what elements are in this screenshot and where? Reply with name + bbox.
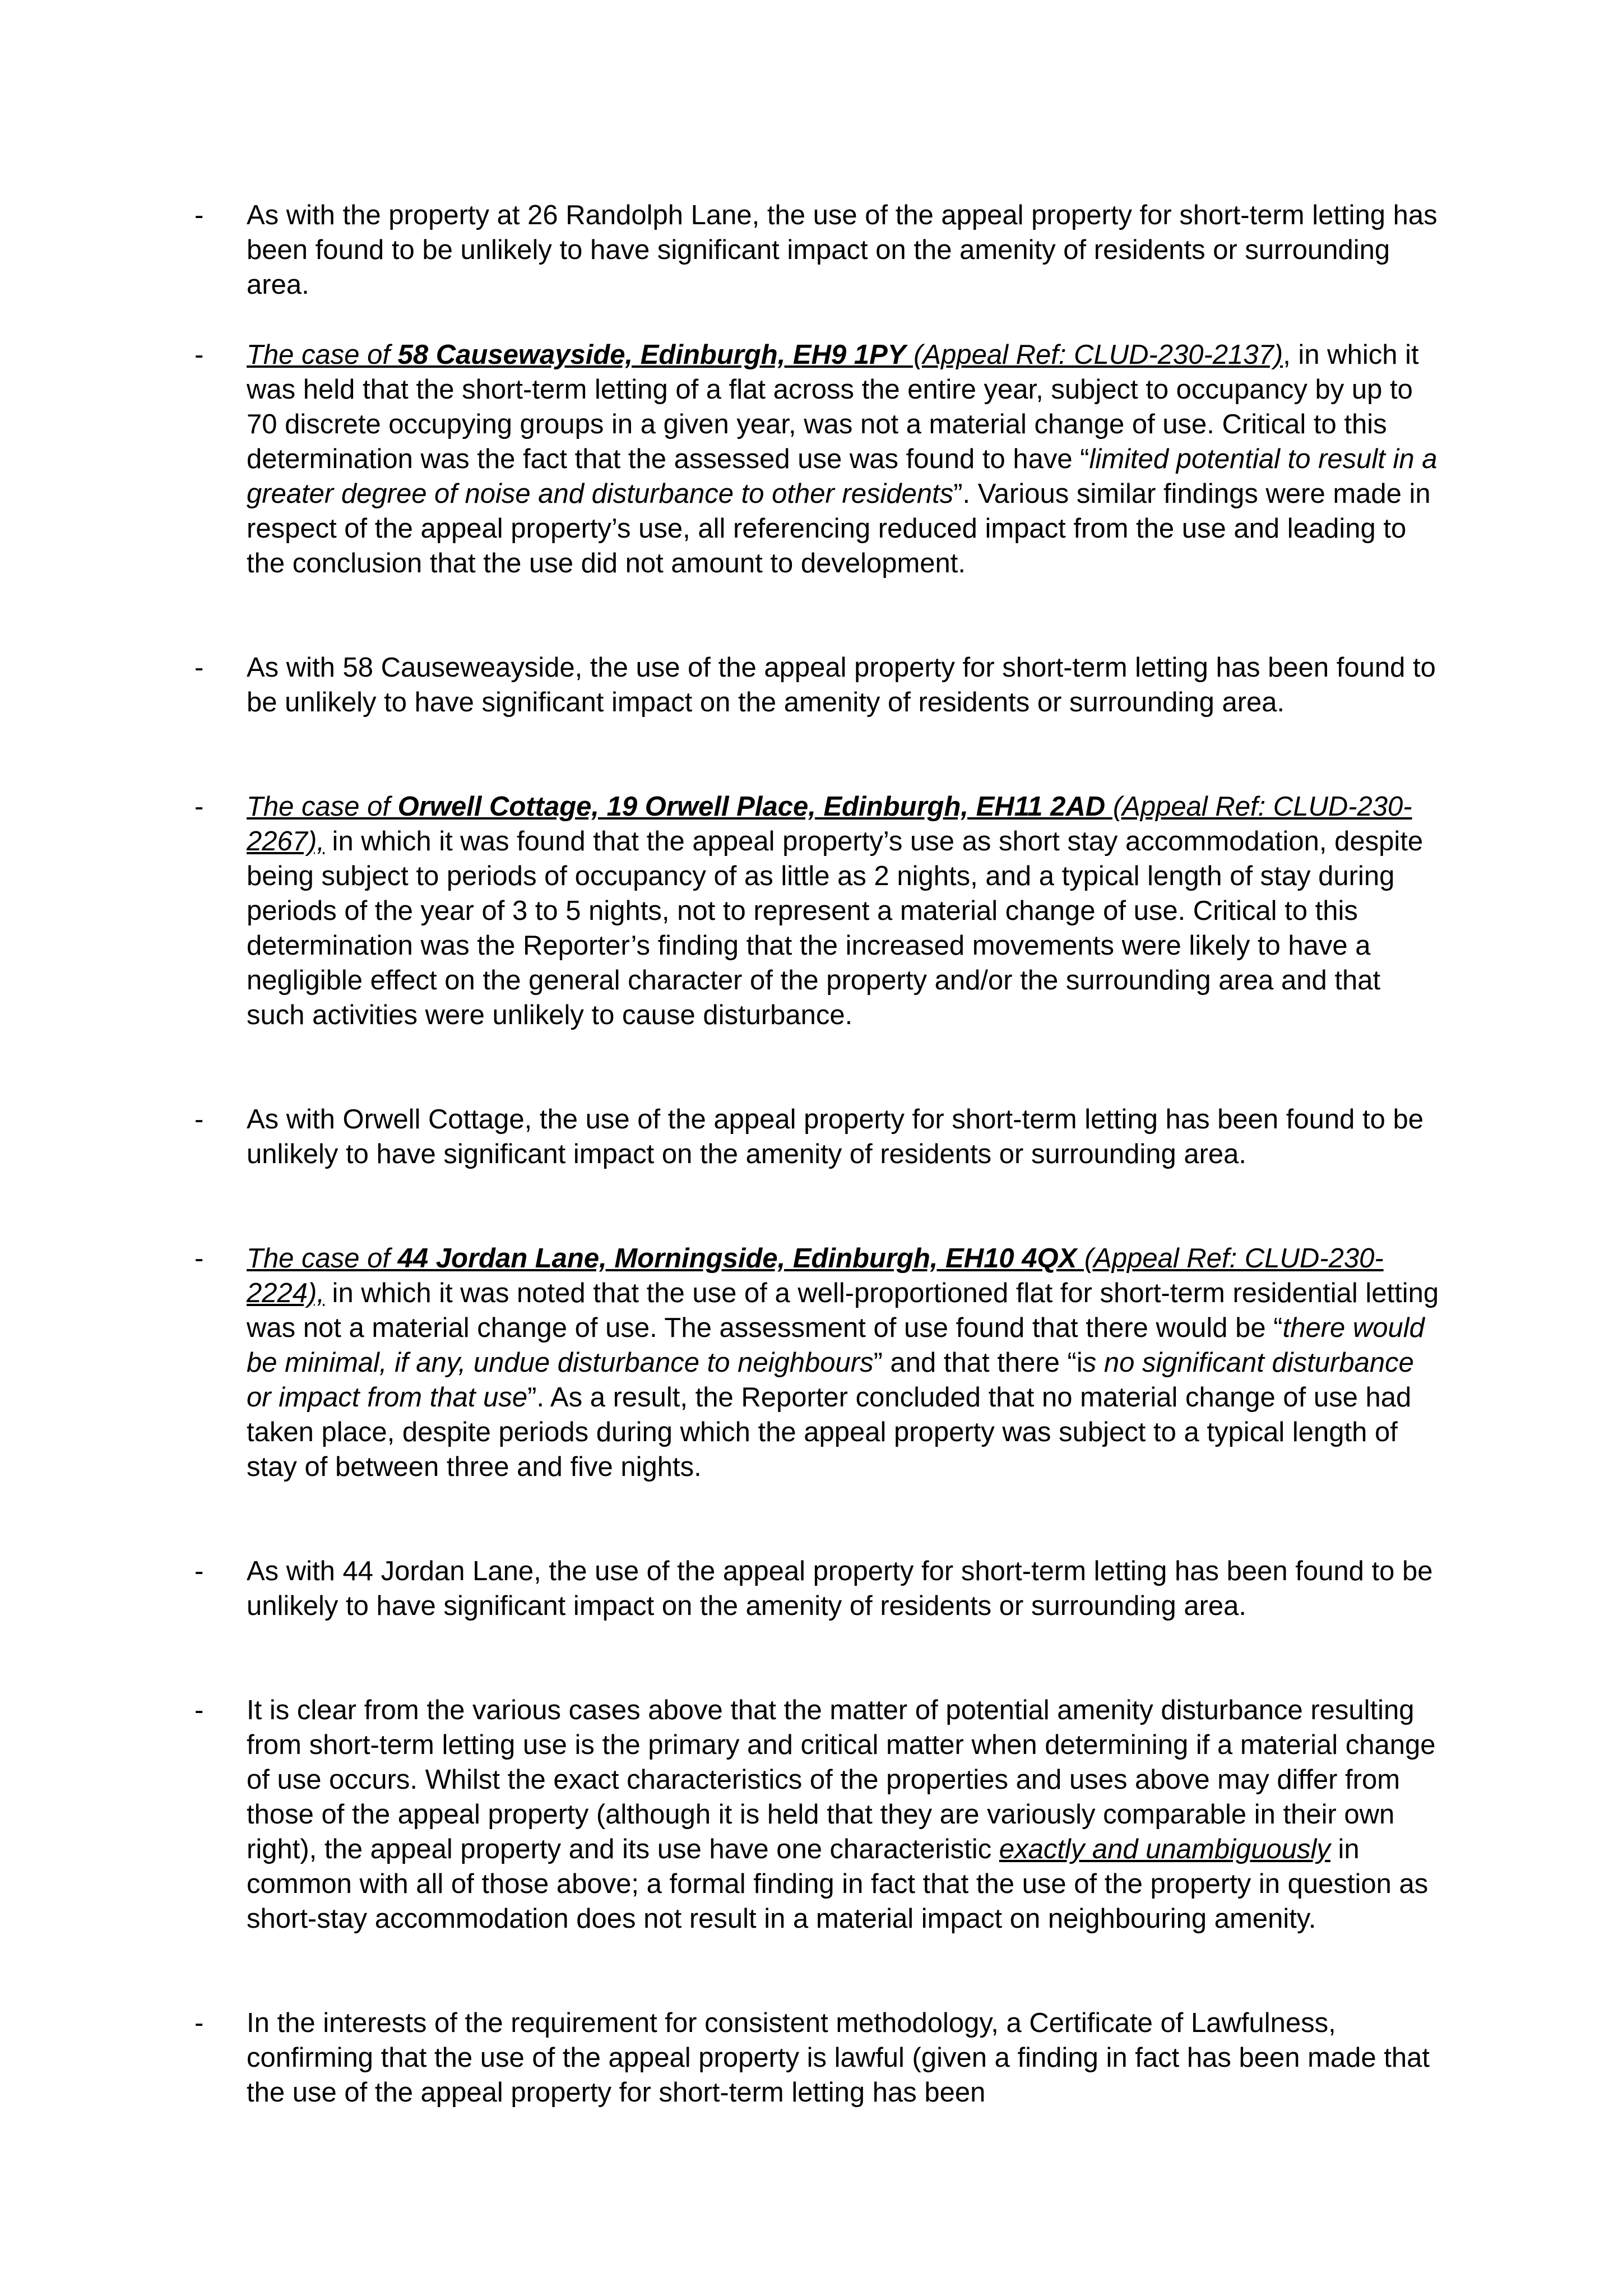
appeal-reference: (Appeal Ref: CLUD-230-2267), [247, 791, 1412, 857]
appeal-reference: (Appeal Ref: CLUD-230-2224), [247, 1243, 1384, 1308]
paragraph: The case of 44 Jordan Lane, Morningside, Edinburgh, EH10 4QX (Appeal Ref: CLUD-230-2224), in which it was noted that the use of a well-proportioned flat for short-term residential letting was not a material change of use. The assessment of use found that there would be “there would be minimal, if any, undue disturbance to neighbours” and that there “is no significant disturbance or impact from that use”. As a result, the Reporter concluded that no material change of use had taken place, despite periods during which the appeal property was subject to a typical length of stay of between three and five nights. [247, 1243, 1439, 1482]
paragraph: The case of Orwell Cottage, 19 Orwell Place, Edinburgh, EH11 2AD (Appeal Ref: CLUD-230-2267), in which it was found that the appeal property’s use as short stay accommodation, despite being subject to periods of occupancy of as little as 2 nights, and a typical length of stay during periods of the year of 3 to 5 nights, not to represent a material change of use. Critical to this determination was the Reporter’s finding that the increased movements were likely to have a negligible effect on the general character of the property and/or the surrounding area and that such activities were unlikely to cause disturbance. [247, 791, 1423, 1030]
paragraph: As with Orwell Cottage, the use of the appeal property for short-term letting has been found to be unlikely to have significant impact on the amenity of residents or surrounding area. [247, 1104, 1424, 1169]
case-prefix: The case of [247, 791, 398, 822]
paragraph: As with 58 Causeweayside, the use of the appeal property for short-term letting has been found to be unlikely to have significant impact on the amenity of residents or surrounding area. [247, 652, 1436, 718]
paragraph: As with the property at 26 Randolph Lane, the use of the appeal property for short-term letting has been found to be unlikely to have significant impact on the amenity of residents or surrounding area. [247, 200, 1437, 300]
list-bullet: - [194, 340, 204, 370]
paragraph: In the interests of the requirement for consistent methodology, a Certificate of Lawfulness, confirming that the use of the appeal property is lawful (given a finding in fact has been made that the use of the appeal property for short-term letting has been [247, 2008, 1430, 2108]
quotation: there would be minimal, if any, undue disturbance to neighbours [247, 1313, 1425, 1378]
case-address: Orwell Cottage, 19 Orwell Place, Edinburgh, EH11 2AD [397, 791, 1106, 822]
quotation: s no significant disturbance or impact from that use [247, 1348, 1414, 1413]
case-address: 58 Causewayside, Edinburgh, EH9 1PY [397, 340, 906, 370]
list-bullet: - [194, 1243, 204, 1274]
list-bullet: - [194, 652, 204, 683]
quotation: limited potential to result in a greater degree of noise and disturbance to other residents [247, 444, 1437, 509]
emphasis: exactly and unambiguously [999, 1834, 1330, 1864]
list-bullet: - [194, 200, 204, 230]
paragraph: It is clear from the various cases above that the matter of potential amenity disturbance resulting from short-term letting use is the primary and critical matter when determining if a material change of use occurs. Whilst the exact characteristics of the properties and uses above may differ from those of the appeal property (although it is held that they are variously comparable in their own right), the appeal property and its use have one characteristic exactly and unambiguously in common with all of those above; a formal finding in fact that the use of the property in question as short-stay accommodation does not result in a material impact on neighbouring amenity. [247, 1695, 1436, 1934]
case-address: 44 Jordan Lane, Morningside, Edinburgh, EH10 4QX [397, 1243, 1077, 1274]
case-prefix: The case of [247, 1243, 398, 1274]
list-bullet: - [194, 2008, 204, 2038]
paragraph: As with 44 Jordan Lane, the use of the appeal property for short-term letting has been found to be unlikely to have significant impact on the amenity of residents or surrounding area. [247, 1556, 1433, 1621]
list-bullet: - [194, 1695, 204, 1725]
list-bullet: - [194, 1104, 204, 1135]
paragraph: The case of 58 Causewayside, Edinburgh, EH9 1PY (Appeal Ref: CLUD-230-2137), in which it was held that the short-term letting of a flat across the entire year, subject to occupancy by up to 70 discrete occupying groups in a given year, was not a material change of use. Critical to this determination was the fact that the assessed use was found to have “limited potential to result in a greater degree of noise and disturbance to other residents”. Various similar findings were made in respect of the appeal property’s use, all referencing reduced impact from the use and leading to the conclusion that the use did not amount to development. [247, 340, 1437, 578]
case-prefix: The case of [247, 340, 398, 370]
appeal-reference: (Appeal Ref: CLUD-230-2137) [906, 340, 1283, 370]
list-bullet: - [194, 1556, 204, 1586]
list-bullet: - [194, 791, 204, 822]
